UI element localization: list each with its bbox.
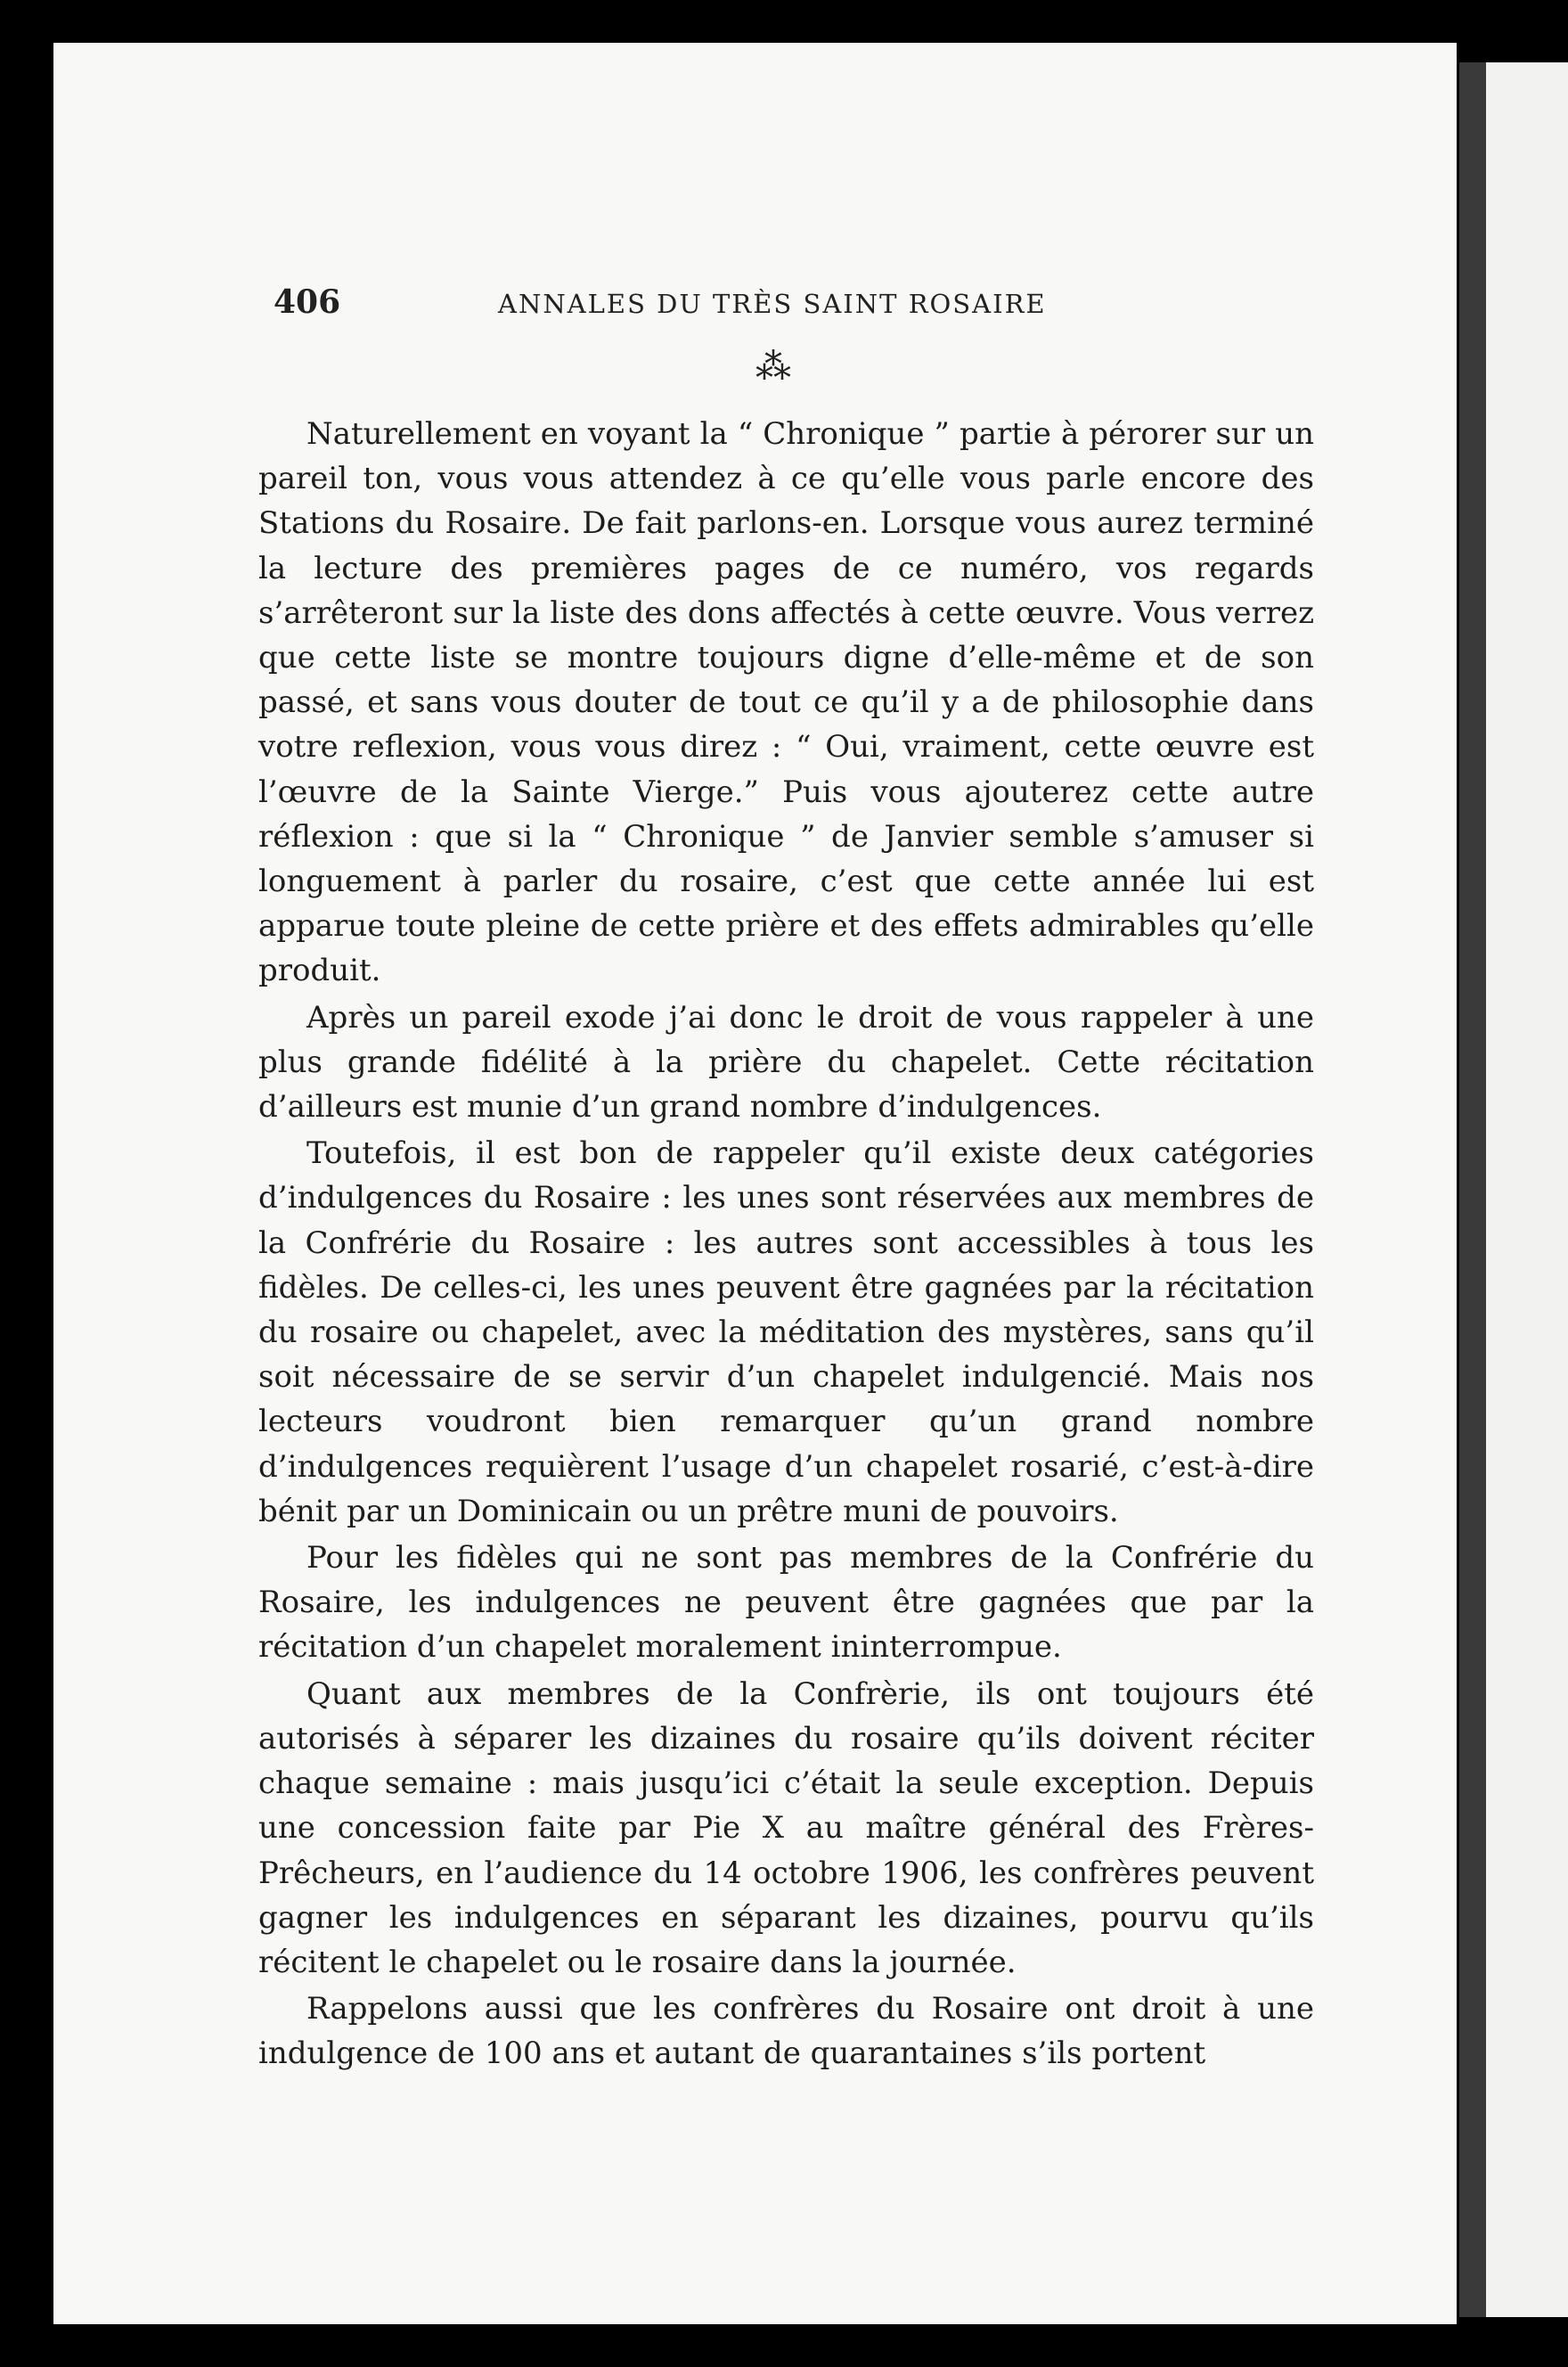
paragraph: Toutefois, il est bon de rappeler qu’il existe deux catégories d’indulgences du Rosaire : les unes sont réservées aux membres de la Confrérie du Rosaire : les autres sont accessibles à tous les fidèles. De celles-ci, les unes peuvent être gagnées par la récitation du rosaire ou chapelet, avec la méditation des mystères, sans qu’il soit nécessaire de se servir d’un chapelet indulgencié. Mais nos lecteurs voudront bien remarquer qu’un grand nombre d’indulgences requièrent l’usage d’un chapelet rosarié, c’est-à-dire bénit par un Dominicain ou un prêtre muni de pouvoirs. xyxy=(258,1135,1314,1529)
paragraph: Après un pareil exode j’ai donc le droit de vous rappeler à une plus grande fidélité à la prière du chapelet. Cette récitation d’ailleurs est munie d’un grand nombre d’indulgences. xyxy=(258,999,1314,1126)
body-text xyxy=(258,412,1314,2076)
facing-page-edge xyxy=(1486,62,1568,2317)
paragraph: Quant aux membres de la Confrèrie, ils ont toujours été autorisés à séparer les dizaines du rosaire qu’ils doivent réciter chaque semaine : mais jusqu’ici c’était la seule exception. Depuis une concession faite par Pie X au maître général des Frères-Prêcheurs, en l’audience du 14 octobre 1906, les confrères peuvent gagner les indulgences en séparant les dizaines, pourvu qu’ils récitent le chapelet ou le rosaire dans la journée. xyxy=(258,1675,1314,1980)
running-title: ANNALES DU TRÈS SAINT ROSAIRE xyxy=(498,289,1047,319)
paragraph: Rappelons aussi que les confrères du Rosaire ont droit à une indulgence de 100 ans et autant de quarantaines s’ils portent xyxy=(258,1991,1314,2072)
paragraph: Pour les fidèles qui ne sont pas membres de la Confrérie du Rosaire, les indulgences ne peuvent être gagnées que par la récitation d’un chapelet moralement ininterrompue. xyxy=(258,1540,1314,1666)
page-header xyxy=(218,283,1096,328)
page-number: 406 xyxy=(274,283,341,321)
paragraph: Naturellement en voyant la “ Chronique ” partie à pérorer sur un pareil ton, vous vous attendez à ce qu’elle vous parle encore des Stations du Rosaire. De fait parlons-en. Lorsque vous aurez terminé la lecture des premières pages de ce numéro, vos regards s’arrêteront sur la liste des dons affectés à cette œuvre. Vous verrez que cette liste se montre toujours digne d’elle-même et de son passé, et sans vous douter de tout ce qu’il y a de philosophie dans votre reflexion, vous vous direz : “ Oui, vraiment, cette œuvre est l’œuvre de la Sainte Vierge.” Puis vous ajouterez cette autre réflexion : que si la “ Chronique ” de Janvier semble s’amuser si longuement à parler du rosaire, c’est que cette année lui est apparue toute pleine de cette prière et des effets admirables qu’elle produit. xyxy=(258,416,1314,989)
section-asterism: ⁂ xyxy=(755,347,791,388)
page-edge-shadow xyxy=(1459,62,1486,2317)
